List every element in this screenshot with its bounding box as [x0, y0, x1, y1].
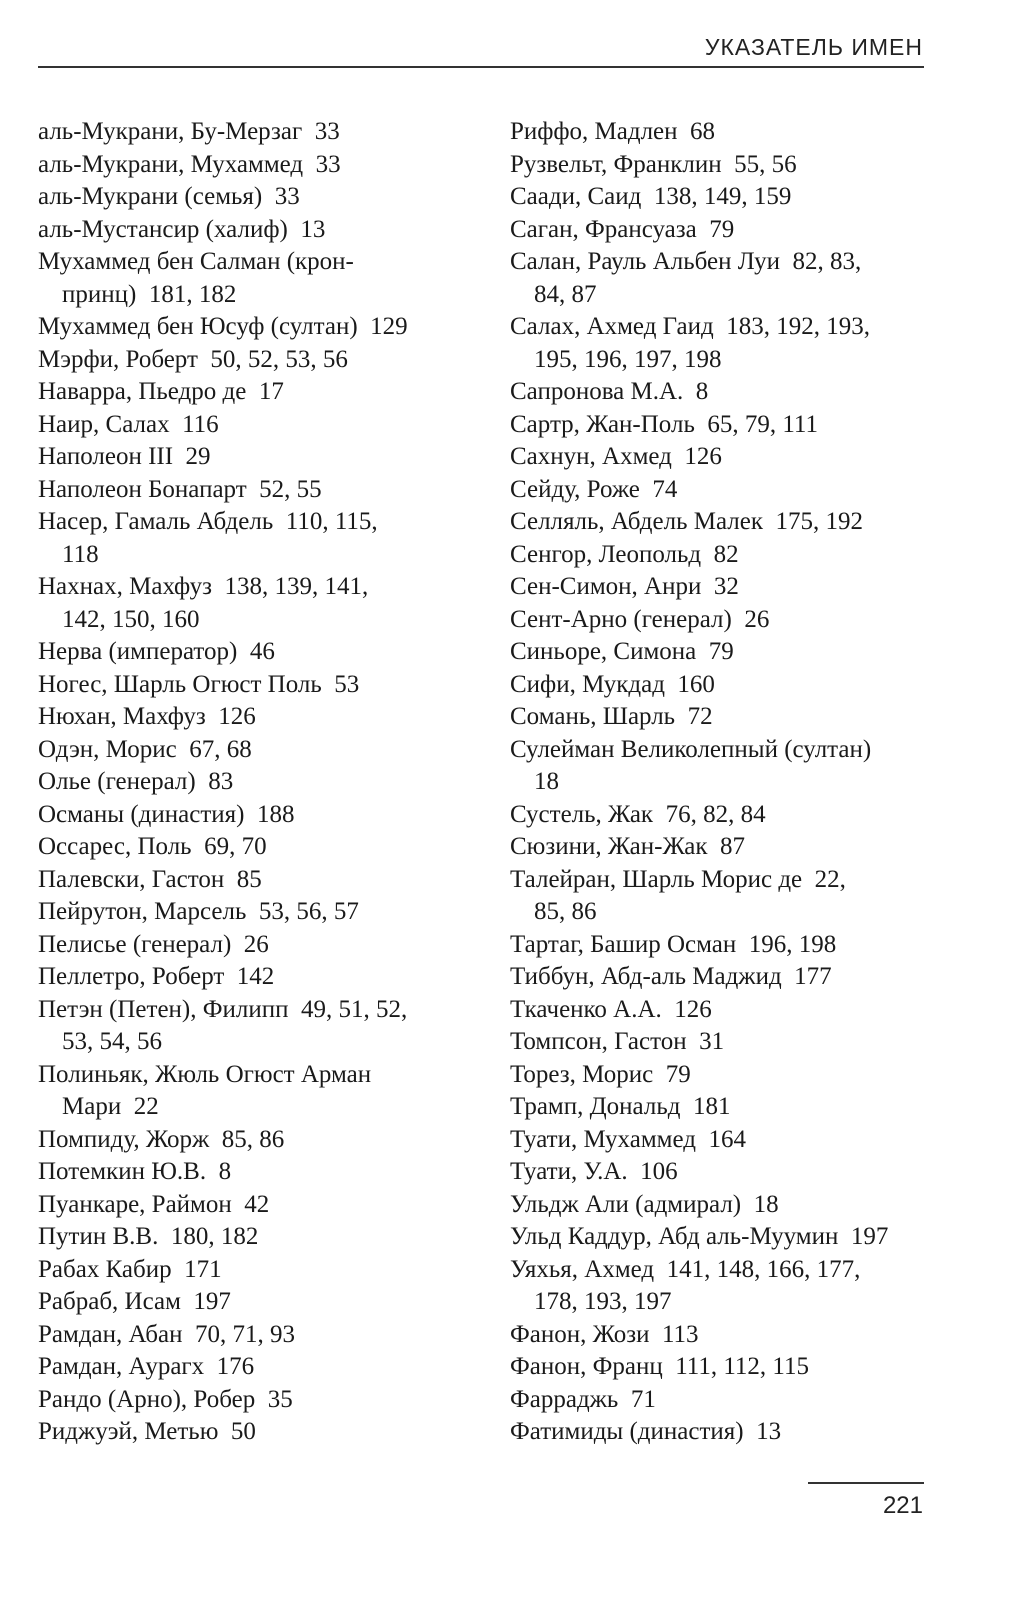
index-entry: Рамдан, Аурагх 176 — [38, 1353, 255, 1380]
index-entry: Потемкин Ю.В. 8 — [38, 1158, 232, 1185]
index-entry: Рамдан, Абан 70, 71, 93 — [38, 1320, 295, 1348]
index-entry: Талейран, Шарль Морис де 22, 85, 86 — [510, 865, 846, 925]
index-entry: Сахнун, Ахмед 126 — [510, 443, 722, 470]
index-entry: Наполеон III 29 — [38, 443, 211, 470]
index-entry: Пеллетро, Роберт 142 — [38, 963, 275, 990]
index-column-left — [38, 116, 478, 1449]
index-entry: Фанон, Жози 113 — [510, 1320, 699, 1348]
index-entry: Синьоре, Симона 79 — [510, 638, 734, 665]
page-header-title: УКАЗАТЕЛЬ ИМЕН — [704, 34, 923, 60]
index-entry: аль-Мукрани (семья) 33 — [38, 183, 300, 210]
index-entry: Торез, Морис 79 — [510, 1060, 691, 1088]
index-entry: Саган, Франсуаза 79 — [510, 215, 735, 243]
index-entry: Наир, Салах 116 — [38, 410, 219, 438]
index-entry: Сулейман Великолепный (султан) 18 — [510, 735, 872, 795]
index-entry: Пейрутон, Марсель 53, 56, 57 — [38, 898, 359, 925]
index-entry: Рузвельт, Франклин 55, 56 — [510, 150, 797, 178]
index-entry: Одэн, Морис 67, 68 — [38, 735, 252, 763]
index-entry: Сюзини, Жан-Жак 87 — [510, 833, 745, 860]
index-entry: аль-Мустансир (халиф) 13 — [38, 215, 326, 243]
index-entry: аль-Мукрани, Бу-Мерзаг 33 — [38, 118, 340, 145]
index-entry: Ульдж Али (адмирал) 18 — [510, 1190, 779, 1218]
index-entry: Пуанкаре, Раймон 42 — [38, 1190, 270, 1218]
index-entry: Петэн (Петен), Филипп 49, 51, 52, 53, 54, 56 — [38, 995, 408, 1055]
index-entry: Османы (династия) 188 — [38, 800, 295, 828]
index-entry: Сапронова М.А. 8 — [510, 378, 709, 405]
index-entry: Туати, Мухаммед 164 — [510, 1125, 746, 1153]
index-entry: Сенгор, Леопольд 82 — [510, 540, 739, 568]
index-entry: Сифи, Мукдад 160 — [510, 670, 715, 698]
index-entry: Сен-Симон, Анри 32 — [510, 573, 739, 600]
index-entry: Нюхан, Махфуз 126 — [38, 703, 256, 730]
index-entry: Фарраджь 71 — [510, 1385, 656, 1413]
index-entry: Мухаммед бен Салман (крон- принц) 181, 182 — [38, 248, 354, 308]
index-column-right — [510, 116, 930, 1449]
index-entry: Наварра, Пьедро де 17 — [38, 378, 284, 405]
index-entry: Салан, Рауль Альбен Луи 82, 83, 84, 87 — [510, 248, 862, 308]
index-entry: Туати, У.А. 106 — [510, 1158, 678, 1185]
index-entry: Саади, Саид 138, 149, 159 — [510, 183, 792, 210]
index-entry: Сент-Арно (генерал) 26 — [510, 605, 770, 633]
index-entry: Селляль, Абдель Малек 175, 192 — [510, 508, 863, 535]
index-entry: Оссарес, Поль 69, 70 — [38, 833, 267, 860]
index-entry: Риффо, Мадлен 68 — [510, 118, 716, 145]
index-entry: Рабраб, Исам 197 — [38, 1288, 231, 1315]
index-entry: Сейду, Роже 74 — [510, 475, 678, 503]
index-entry: Палевски, Гастон 85 — [38, 865, 262, 893]
index-entry: Уяхья, Ахмед 141, 148, 166, 177, 178, 193, 197 — [510, 1255, 861, 1315]
index-entry: Мэрфи, Роберт 50, 52, 53, 56 — [38, 345, 348, 373]
index-entry: Салах, Ахмед Гаид 183, 192, 193, 195, 196, 197, 198 — [510, 313, 870, 373]
index-entry: аль-Мукрани, Мухаммед 33 — [38, 150, 341, 178]
index-entry: Ткаченко А.А. 126 — [510, 995, 712, 1023]
index-entry: Наполеон Бонапарт 52, 55 — [38, 475, 322, 503]
page-number: 221 — [882, 1492, 923, 1519]
index-entry: Нерва (император) 46 — [38, 638, 275, 665]
index-entry: Фанон, Франц 111, 112, 115 — [510, 1353, 809, 1380]
index-entry: Полиньяк, Жюль Огюст Арман Мари 22 — [38, 1060, 372, 1120]
footer-divider — [808, 1482, 924, 1484]
index-entry: Пелисье (генерал) 26 — [38, 930, 269, 958]
index-entry: Рандо (Арно), Робер 35 — [38, 1385, 293, 1413]
index-entry: Тиббун, Абд-аль Маджид 177 — [510, 963, 832, 990]
index-entry: Рабах Кабир 171 — [38, 1255, 222, 1283]
index-entry: Фатимиды (династия) 13 — [510, 1418, 782, 1445]
header-divider — [38, 66, 924, 68]
index-entry: Томпсон, Гастон 31 — [510, 1028, 725, 1055]
index-entry: Трамп, Дональд 181 — [510, 1093, 731, 1120]
index-entry: Ульд Каддур, Абд аль-Муумин 197 — [510, 1223, 889, 1250]
index-entry: Путин В.В. 180, 182 — [38, 1223, 259, 1250]
index-entry: Риджуэй, Метью 50 — [38, 1418, 256, 1445]
index-entry: Насер, Гамаль Абдель 110, 115, 118 — [38, 508, 378, 568]
index-entry: Помпиду, Жорж 85, 86 — [38, 1125, 285, 1153]
index-entry: Нахнах, Махфуз 138, 139, 141, 142, 150, 160 — [38, 573, 369, 633]
index-entry: Олье (генерал) 83 — [38, 768, 234, 795]
index-entry: Сартр, Жан-Поль 65, 79, 111 — [510, 410, 818, 438]
index-entry: Мухаммед бен Юсуф (султан) 129 — [38, 313, 408, 340]
index-entry: Сустель, Жак 76, 82, 84 — [510, 800, 766, 828]
index-entry: Тартаг, Башир Осман 196, 198 — [510, 930, 837, 958]
index-entry: Сомань, Шарль 72 — [510, 703, 713, 730]
index-entry: Ногес, Шарль Огюст Поль 53 — [38, 670, 360, 698]
